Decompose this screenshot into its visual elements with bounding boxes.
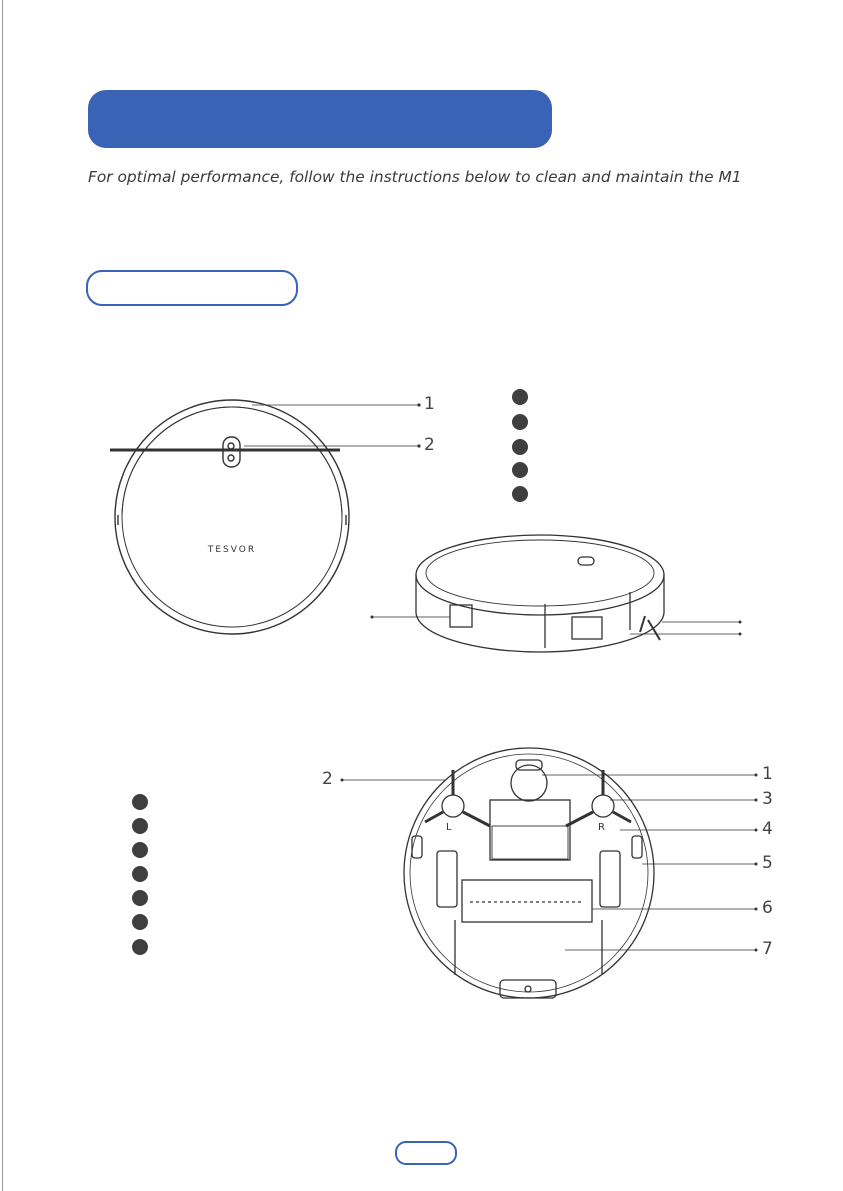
bottom-callout-3: 3 — [762, 789, 773, 809]
legend-dot — [512, 486, 528, 502]
legend-dot — [132, 794, 148, 810]
bottom-callout-4: 4 — [762, 819, 773, 839]
legend-dot — [512, 389, 528, 405]
top-callout-1: 1 — [424, 394, 435, 414]
right-wheel-label: R — [598, 822, 605, 833]
legend-dot — [512, 439, 528, 455]
legend-dot — [512, 414, 528, 430]
bottom-callout-7: 7 — [762, 939, 773, 959]
robot-angle-view — [372, 535, 740, 652]
robot-bottom-view — [342, 748, 756, 998]
legend-dot — [132, 842, 148, 858]
bottom-callout-5: 5 — [762, 853, 773, 873]
bottom-callout-6: 6 — [762, 898, 773, 918]
page-number-pill — [395, 1141, 457, 1165]
legend-dot — [132, 890, 148, 906]
legend-dot — [132, 939, 148, 955]
legend-dot — [132, 818, 148, 834]
brand-logo: TESVOR — [207, 545, 257, 555]
top-callout-2: 2 — [424, 435, 435, 455]
legend-dot — [132, 866, 148, 882]
bottom-callout-1: 1 — [762, 764, 773, 784]
intro-text: For optimal performance, follow the instructions below to clean and maintain the M1 — [88, 168, 742, 186]
left-wheel-label: L — [446, 822, 452, 833]
bottom-callout-2: 2 — [322, 769, 333, 789]
legend-dot — [132, 914, 148, 930]
legend-dot — [512, 462, 528, 478]
